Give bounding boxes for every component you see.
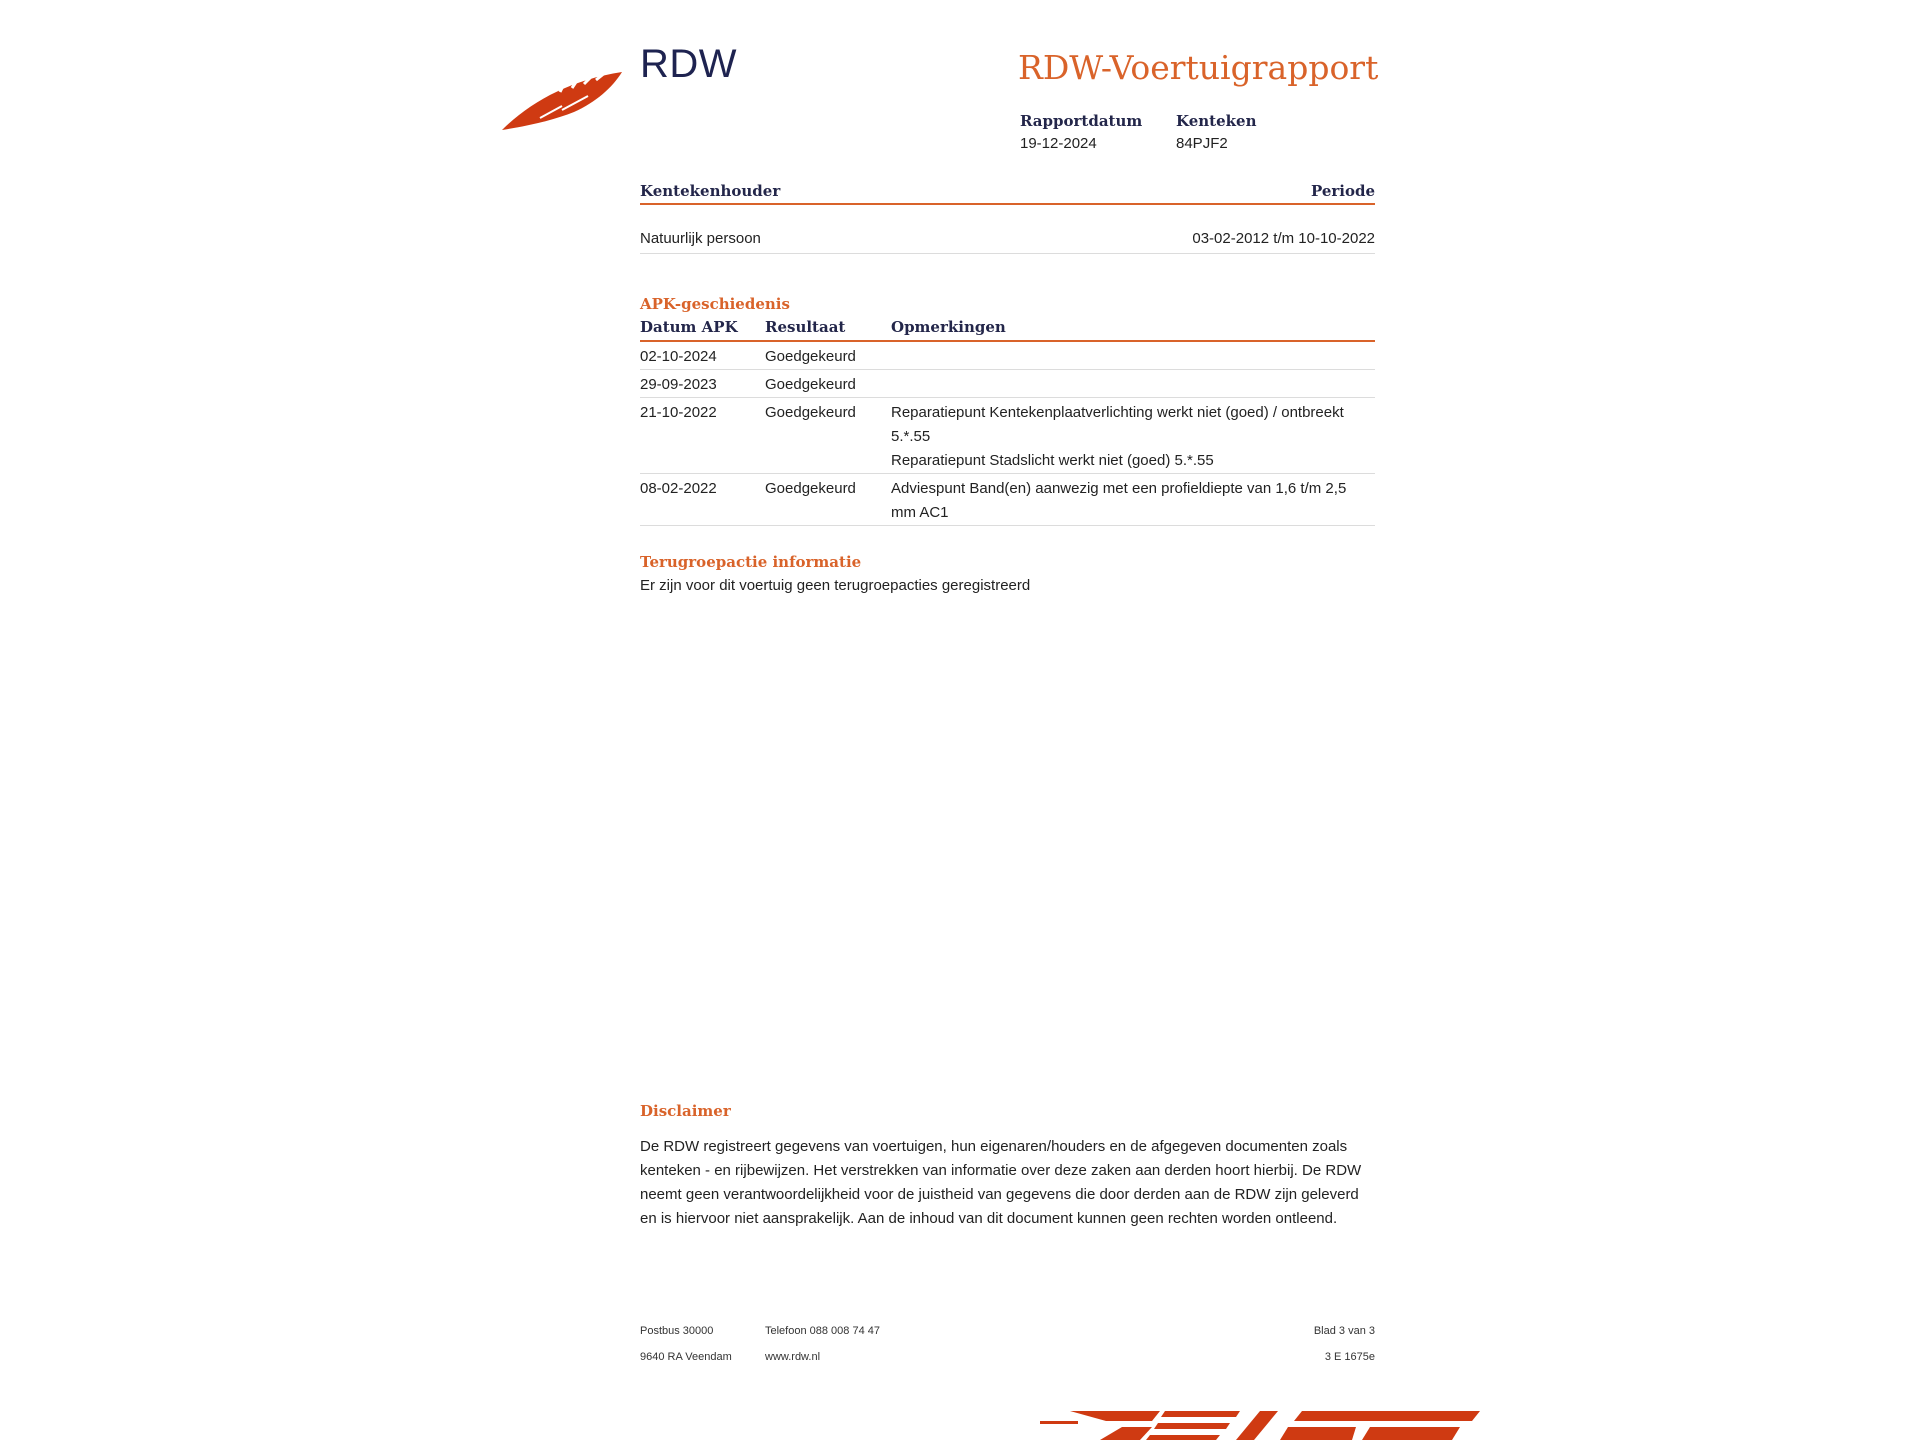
recall-text: Er zijn voor dit voertuig geen terugroepacties geregistreerd bbox=[640, 577, 1031, 594]
apk-row bbox=[640, 341, 1375, 370]
apk-remarks-cell bbox=[891, 474, 1375, 526]
apk-date-cell: 21-10-2022 bbox=[640, 398, 765, 474]
footer-postbus: Postbus 30000 bbox=[640, 1325, 714, 1337]
plate-label: Kenteken bbox=[1176, 112, 1257, 130]
apk-heading: APK-geschiedenis bbox=[640, 295, 790, 313]
footer-page-number: Blad 3 van 3 bbox=[1313, 1325, 1375, 1337]
apk-row bbox=[640, 370, 1375, 398]
apk-result-cell: Goedgekeurd bbox=[765, 370, 891, 398]
disclaimer-text: De RDW registreert gegevens van voertuigen, hun eigenaren/houders en de afgegeven documenten zoals kenteken - en rijbewijzen. Het verstrekken van informatie over deze zaken aan derden hoort hierbij. De RDW neemt geen verantwoordelijkheid voor de juistheid van gegevens die door derden aan de RDW zijn geleverd en is hiervoor niet aansprakelijk. Aan de inhoud van dit document kunnen geen rechten worden ontleend. bbox=[640, 1138, 1362, 1227]
apk-remark: Reparatiepunt Stadslicht werkt niet (goed) 5.*.55 bbox=[891, 452, 1214, 469]
column-header-date: Datum APK bbox=[640, 316, 765, 341]
apk-remarks-cell bbox=[891, 398, 1375, 474]
apk-remarks-cell bbox=[891, 341, 1375, 370]
decorative-stripes-graphic bbox=[1040, 1405, 1480, 1440]
report-date-label: Rapportdatum bbox=[1020, 112, 1143, 130]
apk-date-cell: 08-02-2022 bbox=[640, 474, 765, 526]
holder-header-label: Kentekenhouder bbox=[640, 182, 781, 200]
report-title: RDW-Voertuigrapport bbox=[1018, 48, 1379, 87]
holder-row-divider bbox=[640, 253, 1375, 254]
footer-phone: Telefoon 088 008 74 47 bbox=[765, 1325, 880, 1337]
column-header-remarks: Opmerkingen bbox=[891, 316, 1375, 341]
period-header-label: Periode bbox=[1310, 182, 1375, 200]
apk-remark: Adviespunt Band(en) aanwezig met een profieldiepte van 1,6 t/m 2,5 mm AC1 bbox=[891, 480, 1347, 521]
report-date-value: 19-12-2024 bbox=[1020, 135, 1097, 152]
apk-date-cell: 02-10-2024 bbox=[640, 341, 765, 370]
recall-heading: Terugroepactie informatie bbox=[640, 553, 862, 571]
apk-row bbox=[640, 398, 1375, 474]
rdw-feather-logo bbox=[500, 62, 625, 134]
holder-value: Natuurlijk persoon bbox=[640, 230, 761, 247]
footer-website[interactable]: www.rdw.nl bbox=[765, 1351, 821, 1363]
apk-result-cell: Goedgekeurd bbox=[765, 398, 891, 474]
disclaimer-heading: Disclaimer bbox=[640, 1102, 731, 1120]
footer-address: 9640 RA Veendam bbox=[640, 1351, 732, 1363]
apk-result-cell: Goedgekeurd bbox=[765, 341, 891, 370]
apk-date-cell: 29-09-2023 bbox=[640, 370, 765, 398]
apk-history-table bbox=[640, 316, 1375, 526]
period-value: 03-02-2012 t/m 10-10-2022 bbox=[1192, 230, 1375, 247]
apk-remarks-cell bbox=[891, 370, 1375, 398]
apk-remark: Reparatiepunt Kentekenplaatverlichting werkt niet (goed) / ontbreekt 5.*.55 bbox=[891, 404, 1344, 445]
apk-result-cell: Goedgekeurd bbox=[765, 474, 891, 526]
footer-document-code: 3 E 1675e bbox=[1324, 1351, 1375, 1363]
brand-name: RDW bbox=[640, 42, 738, 86]
plate-value: 84PJF2 bbox=[1176, 135, 1228, 152]
apk-row bbox=[640, 474, 1375, 526]
column-header-result: Resultaat bbox=[765, 316, 891, 341]
holder-header-rule bbox=[640, 203, 1375, 205]
